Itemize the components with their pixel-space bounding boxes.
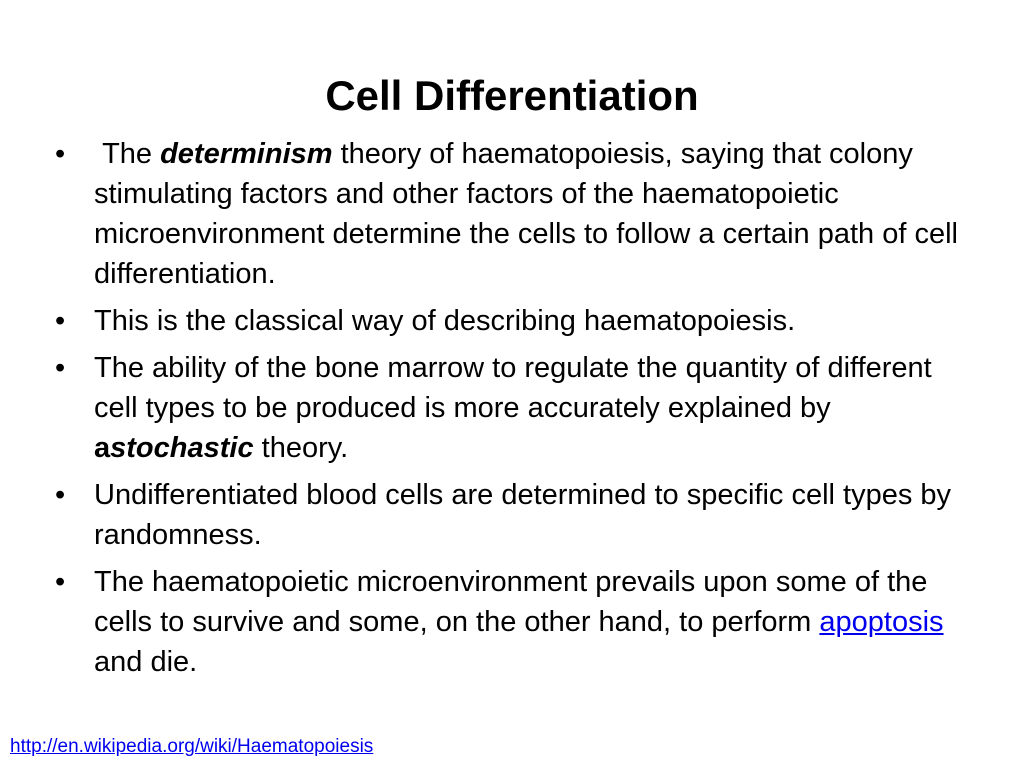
source-link[interactable]: http://en.wikipedia.org/wiki/Haematopoiesis <box>10 736 374 757</box>
bullet-item-determinism <box>55 134 975 294</box>
bullet-emphasis-lead: a <box>94 432 111 464</box>
bullet-item-classical <box>55 301 975 341</box>
bullet-marker: • <box>55 479 66 511</box>
bullet-marker: • <box>55 566 66 598</box>
bullet-emphasis-determinism: determinism <box>160 138 333 170</box>
bullet-marker: • <box>55 138 66 170</box>
slide-title: Cell Differentiation <box>325 72 699 119</box>
bullet-text: Undifferentiated blood cells are determined to specific cell types by randomness. <box>94 479 952 551</box>
bullet-text-pre: The ability of the bone marrow to regulate the quantity of different cell types to be produced is more accurately explained by <box>94 352 932 424</box>
bullet-list <box>55 134 975 689</box>
apoptosis-link[interactable]: apoptosis <box>819 606 944 638</box>
bullet-text: This is the classical way of describing haematopoiesis. <box>94 305 796 337</box>
bullet-text-post: and die. <box>94 646 198 678</box>
bullet-text-post: theory of haematopoiesis, saying that colony stimulating factors and other factors of the haematopoietic microenvironment determine the cells to follow a certain path of cell differentiation. <box>94 138 958 290</box>
bullet-item-apoptosis <box>55 562 975 682</box>
bullet-item-randomness <box>55 475 975 555</box>
bullet-text-post: theory. <box>253 432 349 464</box>
bullet-marker: • <box>55 305 66 337</box>
bullet-text-pre: The <box>94 138 161 170</box>
bullet-text-pre: The haematopoietic microenvironment prevails upon some of the cells to survive and some, on the other hand, to perform <box>94 566 928 638</box>
bullet-marker: • <box>55 352 66 384</box>
bullet-item-stochastic <box>55 348 975 468</box>
bullet-emphasis-stochastic: stochastic <box>110 432 254 464</box>
